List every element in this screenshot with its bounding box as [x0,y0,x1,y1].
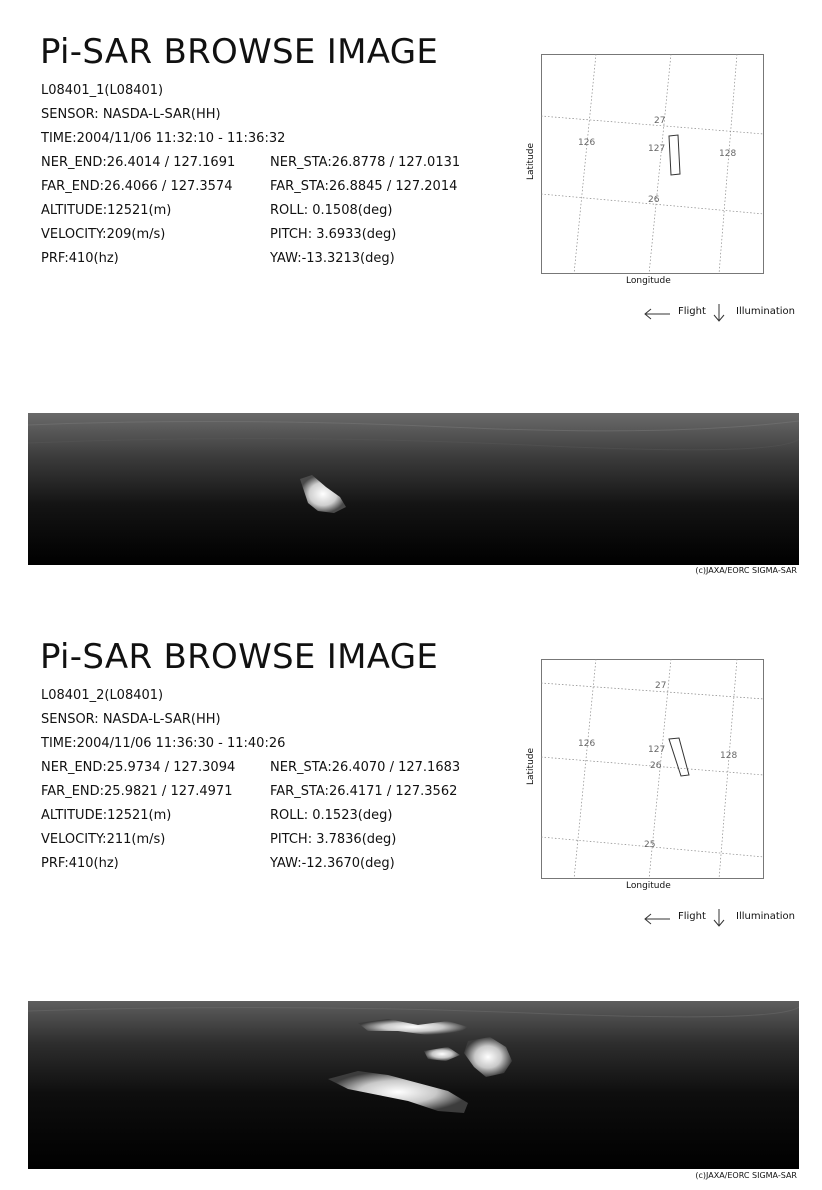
map-label-127: 127 [648,745,666,755]
sensor-text: SENSOR: NASDA-L-SAR(HH) [41,107,221,122]
page-title: Pi-SAR BROWSE IMAGE [40,32,439,72]
near-start-text: NER_STA:26.4070 / 127.1683 [270,760,461,775]
longitude-label: Longitude [626,276,671,286]
map-label-127: 127 [648,144,666,154]
far-end-text: FAR_END:25.9821 / 127.4971 [41,784,233,799]
latitude-label: Latitude [526,747,536,785]
map-label-25: 25 [644,840,656,850]
yaw-text: YAW:-13.3213(deg) [270,251,395,266]
roll-text: ROLL: 0.1508(deg) [270,203,393,218]
far-start-text: FAR_STA:26.4171 / 127.3562 [270,784,458,799]
map-label-27: 27 [655,681,667,691]
copyright-text: (c)JAXA/EORC SIGMA-SAR [695,1171,797,1180]
scene-id: L08401_1(L08401) [41,83,164,98]
scene-id: L08401_2(L08401) [41,688,164,703]
pitch-text: PITCH: 3.6933(deg) [270,227,397,242]
latitude-label: Latitude [526,142,536,180]
map-label-26: 26 [650,761,662,771]
time-text: TIME:2004/11/06 11:36:30 - 11:40:26 [41,736,286,751]
illumination-label: Illumination [736,911,795,922]
map-label-128: 128 [719,149,737,159]
map-label-128: 128 [720,751,738,761]
map-label-126: 126 [578,739,596,749]
illumination-arrow-icon [711,907,727,929]
altitude-text: ALTITUDE:12521(m) [41,203,172,218]
map-label-126: 126 [578,138,596,148]
sar-image [28,1001,799,1169]
altitude-text: ALTITUDE:12521(m) [41,808,172,823]
map-label-26: 26 [648,195,660,205]
near-start-text: NER_STA:26.8778 / 127.0131 [270,155,461,170]
map-label-27: 27 [654,116,666,126]
prf-text: PRF:410(hz) [41,856,119,871]
map-grid [541,54,764,274]
far-end-text: FAR_END:26.4066 / 127.3574 [41,179,233,194]
near-end-text: NER_END:26.4014 / 127.1691 [41,155,236,170]
velocity-text: VELOCITY:211(m/s) [41,832,166,847]
illumination-arrow-icon [711,302,727,324]
illumination-label: Illumination [736,306,795,317]
page-title: Pi-SAR BROWSE IMAGE [40,637,439,677]
yaw-text: YAW:-12.3670(deg) [270,856,395,871]
sensor-text: SENSOR: NASDA-L-SAR(HH) [41,712,221,727]
flight-label: Flight [678,911,706,922]
pitch-text: PITCH: 3.7836(deg) [270,832,397,847]
prf-text: PRF:410(hz) [41,251,119,266]
longitude-label: Longitude [626,881,671,891]
copyright-text: (c)JAXA/EORC SIGMA-SAR [695,566,797,575]
flight-arrow-icon [642,305,672,321]
roll-text: ROLL: 0.1523(deg) [270,808,393,823]
flight-arrow-icon [642,910,672,926]
flight-label: Flight [678,306,706,317]
browse-record-2 [0,595,822,1190]
time-text: TIME:2004/11/06 11:32:10 - 11:36:32 [41,131,286,146]
sar-image [28,413,799,565]
velocity-text: VELOCITY:209(m/s) [41,227,166,242]
near-end-text: NER_END:25.9734 / 127.3094 [41,760,236,775]
far-start-text: FAR_STA:26.8845 / 127.2014 [270,179,458,194]
